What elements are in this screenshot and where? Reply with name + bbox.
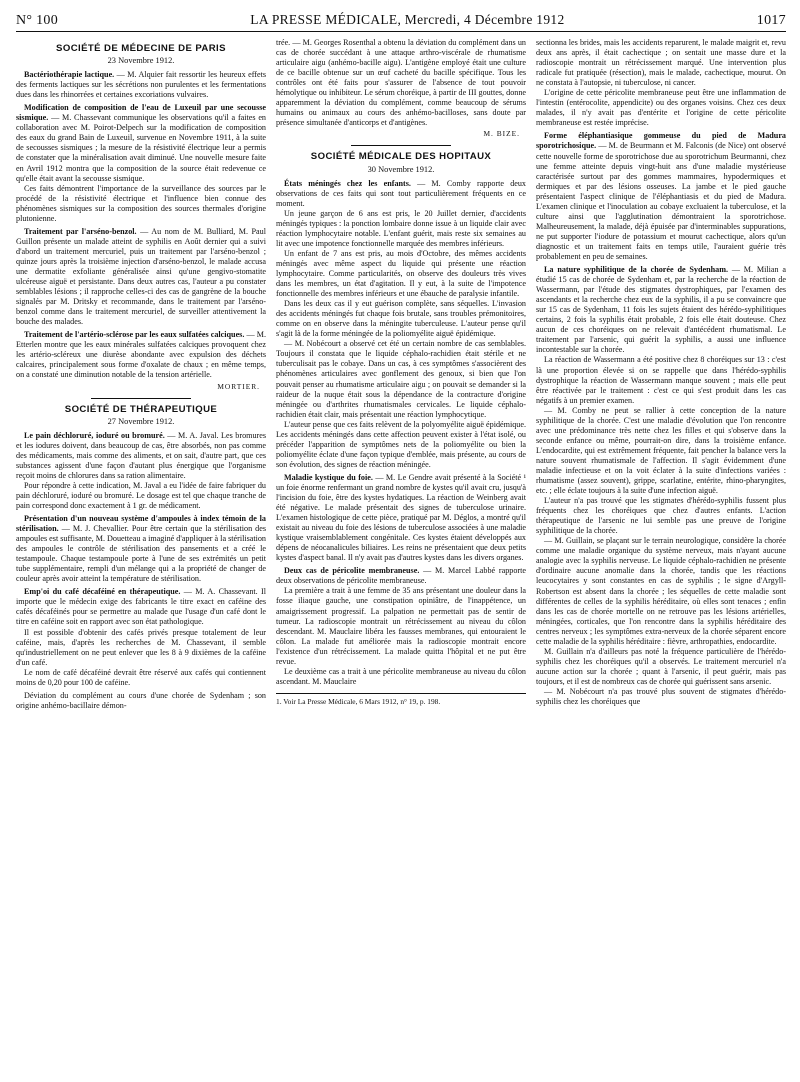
rubric-heading: Deux cas de péricolite membraneuse.: [284, 566, 420, 576]
column-1: [16, 38, 266, 1078]
section-date-therapeutique: 27 Novembre 1912.: [107, 416, 175, 426]
paragraph: Modification de composition de l'eau de Luxeuil par une secousse sismique. — M. Chassevant communique les observations qu'il a faites en collaboration avec M. Poirot-Delpech sur la modification de composition des eaux du grand Bain de Luxeuil, survenue en Novembre 1911, à la suite de secousses sismiques ; la mesure de la résistivité électrique leur a permis de constater que la minéralisation avait diminué. Une nouvelle mesure faite en Avril 1912 montra que la composition de la source était redevenue ce qu'elle était avant la secousse sismique.: [16, 103, 266, 183]
paragraph: L'auteur n'a pas trouvé que les stigmates d'hérédo-syphilis fussent plus fréquents chez les choréiques que chez d'autres enfants. L'action thérapeutique de l'arsenic ne lui semble pas une preuve de l'origine syphilitique de la chorée.: [536, 496, 786, 536]
paragraph: La réaction de Wassermann a été positive chez 8 choréiques sur 13 : c'est là une proportion élevée si on se rappelle que dans l'hérédo-syphilis dystrophique la réaction de Wassermann manque souvent ; mais elle peut être réactivée par le traitement : c'est ce qui s'est produit dans les cas négatifs à un premier examen.: [536, 355, 786, 405]
paragraph: Dans les deux cas il y eut guérison complète, sans séquelles. L'invasion des accidents méningés fut chaque fois brutale, sans troubles prémonitoires, comme on en observe dans la méningite tuberculeuse. L'auteur pense qu'il s'agit là de la forme méningée de la poliomyélite aiguë épidémique.: [276, 299, 526, 339]
paragraph: Deux cas de péricolite membraneuse. — M. Marcel Labbé rapporte deux observations de péricolite membraneuse.: [276, 566, 526, 586]
paragraph: Le pain déchloruré, ioduré ou bromuré. — M. A. Javal. Les bromures et les iodures doivent, dans beaucoup de cas, être absorbés, non pas comme des médicaments, mais comme des aliments, et on sait, d'autre part, que ces substances agissent d'une façon d'autant plus énergique que l'organisme reçoit moins de chlorures dans sa ration alimentaire.: [16, 430, 266, 480]
paragraph: Un jeune garçon de 6 ans est pris, le 20 Juillet dernier, d'accidents méningés typiques : la ponction lombaire donne issue à un liquide clair avec réaction lymphocytaire notable. L'enfant guérit, mais reste six semaines au lit avec une impotence fonctionnelle marquée des membres inférieurs.: [276, 208, 526, 248]
footnote: 1. Voir La Presse Médicale, 6 Mars 1912, n° 19, p. 198.: [276, 693, 526, 706]
paragraph: L'auteur pense que ces faits relèvent de la polyomyélite aiguë épidémique. Les accidents méningés dans cette affection peuvent exister à l'état isolé, ou précéder l'apparition de symptômes nets de la poliomyélite ou bien la poliomyélite éclate d'une façon typique d'emblée, mais présente, au cours de son évolution, des signes de réaction méningée.: [276, 419, 526, 469]
paragraph: — M. Nobécourt a observé cet été un certain nombre de cas semblables. Toujours il constata que le liquide céphalo-rachidien était stérile et ne tuberculisait pas le cobaye. Dans un cas, à ces symptômes s'associèrent des phénomènes articulaires avec gonflement des genoux, si bien que l'on pouvait penser au rhumatisme articulaire aigu ; on pouvait se demander si la raideur de la nuque était sous la dépendance de la contracture d'origine méningée ou d'arthrites rhumatismales cervicales. Le liquide céphalo-rachidien était clair, mais présentait une réaction lymphocytique.: [276, 339, 526, 419]
section-title-hopitaux: SOCIÉTÉ MÉDICALE DES HOPITAUX: [310, 151, 492, 163]
signature: M. BIZE.: [483, 129, 520, 139]
paragraph: Le nom de café décaféiné devrait être réservé aux cafés qui contiennent moins de 0,20 pour 100 de caféine.: [16, 667, 266, 687]
rubric-heading: Maladie kystique du foie.: [284, 472, 373, 482]
issue-number: N° 100: [16, 13, 59, 28]
paragraph: Emp'oi du café décaféiné en thérapeutique. — M. A. Chassevant. Il importe que le médecin exige des fabricants le titre exact en caféine des cafés décaféinés pour se permettre au malade que l'usage d'un café dont le titre en caféine soit en rapport avec son état pathologique.: [16, 587, 266, 627]
section-divider: [351, 145, 451, 146]
paragraph: Forme éléphantiasique gommeuse du pied de Madura sporotrichosique. — M. de Beurmann et M. Falconis (de Nice) ont observé cette nouvelle forme de sporotrichose due au sporotrichum Beurmanni, chez une femme atteinte depuis vingt-huit ans d'une maladie mystérieuse caractérisée surtout par des gommes mammaires, hypodermiques et dermiques et par des lésions osseuses. La jambe et le pied gauche présentaient l'aspect clinique de l'éléphantiasis et du pied de Madura. L'examen clinique et l'inoculation au cobaye excluaient la tuberculose, et la culture ainsi que l'agglutination démontraient la sporotrichose. Malheureusement, la malade, déjà épuisée par d'interminables suppurations, ne put supporter l'iodure de potassium et mourut cachectique, alors qu'un diagnostic et un traitement faits en temps utile, l'auraient guérie très probablement en peu de semaines.: [536, 131, 786, 261]
paragraph: Pour répondre à cette indication, M. Javal a eu l'idée de faire fabriquer du pain déchloruré, ioduré ou bromuré. Le dosage est tel que chaque tranche de pain correspond donc exactement à 1 gr. de médicament.: [16, 480, 266, 510]
paragraph: Traitement par l'arséno-benzol. — Au nom de M. Bulliard, M. Paul Guillon présente un malade atteint de syphilis en Août dernier qui a suivi d'abord un traitement mercuriel, puis un traitement par l'arséno-benzol ; quinze jours après la troisième injection d'arséno-benzol, le malade accusa une dermatite exfoliante généralisée ainsi qu'une gengivo-stomatite ulcéreuse aiguë et persistante. Dans deux autres cas, l'auteur a pu constater semblables lésions ; il rapproche celles-ci des cas de gangrène de la bouche signalés par M. Dritsky et recommande, dans le traitement par l'arséno-benzol comme dans le traitement mercuriel, de surveiller attentivement la bouche des malades.: [16, 226, 266, 327]
column-3: [536, 38, 786, 1078]
paragraph: Un enfant de 7 ans est pris, au mois d'Octobre, des mêmes accidents méningés avec même aspect du liquide qui présente une réaction lymphocytaire. Comme particularités, on observe des douleurs très vives dans les membres, un état d'agitation. Il y eut, à la suite de l'impotence fonctionnelle des membres inférieurs et une ébauche de paralysie infantile.: [276, 248, 526, 299]
paragraph: Le deuxième cas a trait à une péricolite membraneuse au niveau du côlon ascendant. M. Mauclaire: [276, 666, 526, 686]
paragraph: — M. Nobécourt n'a pas trouvé plus souvent de stigmates d'hérédo-syphilis chez les choréiques que: [536, 687, 786, 707]
rubric-heading: La nature syphilitique de la chorée de Sydenham.: [544, 265, 729, 275]
rubric-heading: Présentation d'un nouveau système d'ampoules à index témoin de la stérilisation.: [16, 514, 266, 534]
section-date-hopitaux: 30 Novembre 1912.: [367, 164, 435, 174]
text-columns: [16, 38, 786, 1078]
paragraph: L'origine de cette péricolite membraneuse peut être une inflammation de l'intestin (entérocolite, appendicite) ou des organes voisins. Chez ces deux malades, il n'y avait pas d'entérite et l'origine de cette péricolite membraneuse est restée imprécise.: [536, 88, 786, 128]
paragraph: — M. Guillain, se plaçant sur le terrain neurologique, considère la chorée comme une maladie organique du système nerveux, mais n'ayant aucune analogie avec la syphilis nerveuse. Le liquide céphalo-rachidien ne présente d'ordinaire aucune anomalie dans la chorée, tandis que les réactions leucocytaires y sont constantes en cas de syphilis ; le signe d'Argyll-Robertson est absent dans la chorée ; les séquelles de cette maladie sont différentes de celles de la syphilis héréditaire, où elles sont tenaces ; enfin dans les cas de chorée mortelle on ne retrouve pas les lésions artérielles, méningées, corticales, que l'on rencontre dans la syphilis héréditaire des centres nerveux ; les symptômes extra-nerveux de la chorée séparent encore cette maladie de la syphilis héréditaire : fièvre, arthropathies, endocardite.: [536, 536, 786, 646]
paragraph: — M. Comby ne peut se rallier à cette conception de la nature syphilitique de la chorée. C'est une maladie d'évolution que l'on rencontre avec une prédominance très nette chez les filles et qui s'observe dans la seconde enfance ou même, pourrait-on dire, dans la troisième enfance. L'endocardite, qui est extrêmement fréquente, fait pencher la balance vers la nature souvent rhumatismale de l'affection. Il s'agit évidemment d'une maladie infectieuse et on la voit éclater à la suite d'infections variées : rhumatisme (assez souvent), grippe, scarlatine, entérite, rhino-pharyngites, etc. ; elle éclate toujours à la suite d'une infection aiguë.: [536, 405, 786, 496]
section-title-therapeutique: SOCIÉTÉ DE THÉRAPEUTIQUE: [64, 403, 218, 415]
paragraph: Traitement de l'artério-sclérose par les eaux sulfatées calciques. — M. Etterlen montre que les eaux minérales sulfatées calciques provoquent chez les artério-scléreux une diurèse abondante avec expulsion des déchets calcaires, principalement sous forme d'oxalate de chaux ; en même temps, on a constaté une diminution notable de la tension artérielle.: [16, 330, 266, 380]
column-2: [276, 38, 526, 1078]
running-header: [16, 12, 786, 32]
signature: MORTIER.: [217, 381, 260, 391]
paragraph: M. Guillain n'a d'ailleurs pas noté la fréquence particulière de l'hérédo-syphilis chez les choréiques qu'il a observés. Le traitement mercuriel n'a aucune action sur la chorée ; quant à l'arsenic, il peut guérir, mais pas toujours, et il est de nombreux cas de chorée qui guérissent sans arsenic.: [536, 646, 786, 686]
paragraph: Ces faits démontrent l'importance de la surveillance des sources par le procédé de la résistivité électrique et l'influence bien connue des phénomènes sismiques sur la composition des sources thermales d'origine plutonienne.: [16, 183, 266, 223]
rubric-heading: Emp'oi du café décaféiné en thérapeutique.: [24, 587, 181, 597]
section-title-paris: SOCIÉTÉ DE MÉDECINE DE PARIS: [56, 43, 226, 54]
paragraph: sectionna les brides, mais les accidents reparurent, le malade maigrit et, revu deux ans après, il était cachectique ; on sentait une masse dure et la radioscopie montrait un rétrécissement marqué. Une intervention plus radicale fut pratiquée (résection), mais le malade, cachectique, mourut. On ne constata à l'autopsie, ni tuberculose, ni cancer.: [536, 38, 786, 88]
paragraph: Déviation du complément au cours d'une chorée de Sydenham ; son origine anhémo-bacillaire démon-: [16, 690, 266, 710]
paragraph: Présentation d'un nouveau système d'ampoules à index témoin de la stérilisation. — M. J. Chevallier. Pour être certain que la stérilisation des ampoules est suffisante, M. Douetteau a imaginé d'appliquer à la stérilisation des ampoules le contrôle de stérilisation des pansements et a créé le testampoule. Chaque testampoule porte à l'une de ses extrémités un petit tube supplémentaire, rempli d'un mélange qui a la propriété de changer de couleur après avoir atteint la température de stérilisation.: [16, 514, 266, 584]
rubric-heading: Forme éléphantiasique gommeuse du pied de Madura sporotrichosique.: [536, 131, 786, 151]
paragraph: Maladie kystique du foie. — M. Le Gendre avait présenté à la Société ¹ un foie énorme renfermant un grand nombre de kystes qu'il avait cru, jusqu'à l'incision du foie, être des kystes hydatiques. La réaction de Weinberg avait été négative. Le malade présentait des signes de tuberculose urinaire. L'examen histologique de cette pièce, pratiqué par M. Déglos, a montré qu'il existait au niveau du foie des lésions de tuberculose associées à une maladie kystique vraisemblablement congénitale. Ces kystes étaient développés aux dépens de néocanalicules biliaires. Les reins ne présentaient que deux petits kystes d'aspect banal. Il n'y avait pas d'autres kystes dans les divers organes.: [276, 472, 526, 563]
rubric-heading: Bactériothérapie lactique.: [24, 70, 115, 80]
paragraph: La première a trait à une femme de 35 ans présentant une douleur dans la fosse iliaque gauche, une constipation opiniâtre, de l'inappétence, un amaigrissement progressif. La palpation ne permettait pas de sentir de tumeur. La radioscopie montrait un rétrécissement au niveau du côlon descendant. M. Mauclaire libéra les fausses membranes, qui entouraient le côlon. La malade fut améliorée mais la radioscopie montrait encore l'existence d'un rétrécissement. La malade quitta l'hôpital et ne put être revue.: [276, 586, 526, 666]
rubric-heading: Modification de composition de l'eau de Luxeuil par une secousse sismique.: [16, 103, 266, 123]
paragraph: États méningés chez les enfants. — M. Comby rapporte deux observations de ces faits qui sont tout particulièrement fréquents en ce moment.: [276, 178, 526, 208]
section-date-paris: 23 Novembre 1912.: [107, 56, 175, 66]
page-number: 1017: [756, 13, 786, 28]
rubric-heading: Le pain déchloruré, ioduré ou bromuré.: [24, 430, 165, 440]
paragraph: La nature syphilitique de la chorée de Sydenham. — M. Milian a étudié 15 cas de chorée de Sydenham et, par la recherche de la réaction de Wassermann, par l'étude des stigmates dystrophiques, par l'examen des ascendants et la recherche chez eux de la syphilis, il a pu se convaincre que sur 15 cas de Sydenham, 11 fois les sujets étaient des hérédo-syphilitiques certains, 2 fois la syphilis était probable, 2 fois elle était douteuse. Chez aucun de ces choréiques on ne relevait d'antécédent rhumatismal. Le traitement par l'arsenic, qui guérit la syphilis, a aussi une influence incontestable sur la chorée.: [536, 265, 786, 355]
rubric-heading: Traitement de l'artério-sclérose par les eaux sulfatées calciques.: [24, 330, 245, 340]
section-divider: [91, 398, 191, 399]
rubric-heading: Traitement par l'arséno-benzol.: [24, 226, 137, 236]
paragraph: trée. — M. Georges Rosenthal a obtenu la déviation du complément dans un cas de chorée succédant à une attaque arthro-viscérale de rhumatisme articulaire aigu (anhémo-bacille aigu). L'antigène employé était une culture de ce bacille obtenue sur un œuf cacheté du bacille spécifique. Tous les contrôles ont été faits pour s'assurer de l'absence de tout pouvoir hémolytique ou inhibiteur. Le sérum choréique, à partir de III gouttes, donne apparemment la déviation du complément, comme beaucoup de sérums humains ou animaux au cours des anhémo-bacilloses, sans doute par présence simultanée d'anticorps et d'antigènes.: [276, 38, 526, 128]
paragraph: Il est possible d'obtenir des cafés privés presque totalement de leur caféine, mais, d'après les recherches de M. Chassevant, il semble qu'industriellement on ne peut enlever que les 8 à 9 dixièmes de la caféine d'un café.: [16, 627, 266, 667]
running-title: LA PRESSE MÉDICALE, Mercredi, 4 Décembre 1912: [250, 12, 565, 27]
rubric-heading: États méningés chez les enfants.: [284, 178, 411, 188]
paragraph: Bactériothérapie lactique. — M. Alquier fait ressortir les heureux effets des ferments lactiques sur les sécrétions non purulentes et les fermentations dues dans les rhinorrées et certaines excoriations vulvaires.: [16, 70, 266, 100]
